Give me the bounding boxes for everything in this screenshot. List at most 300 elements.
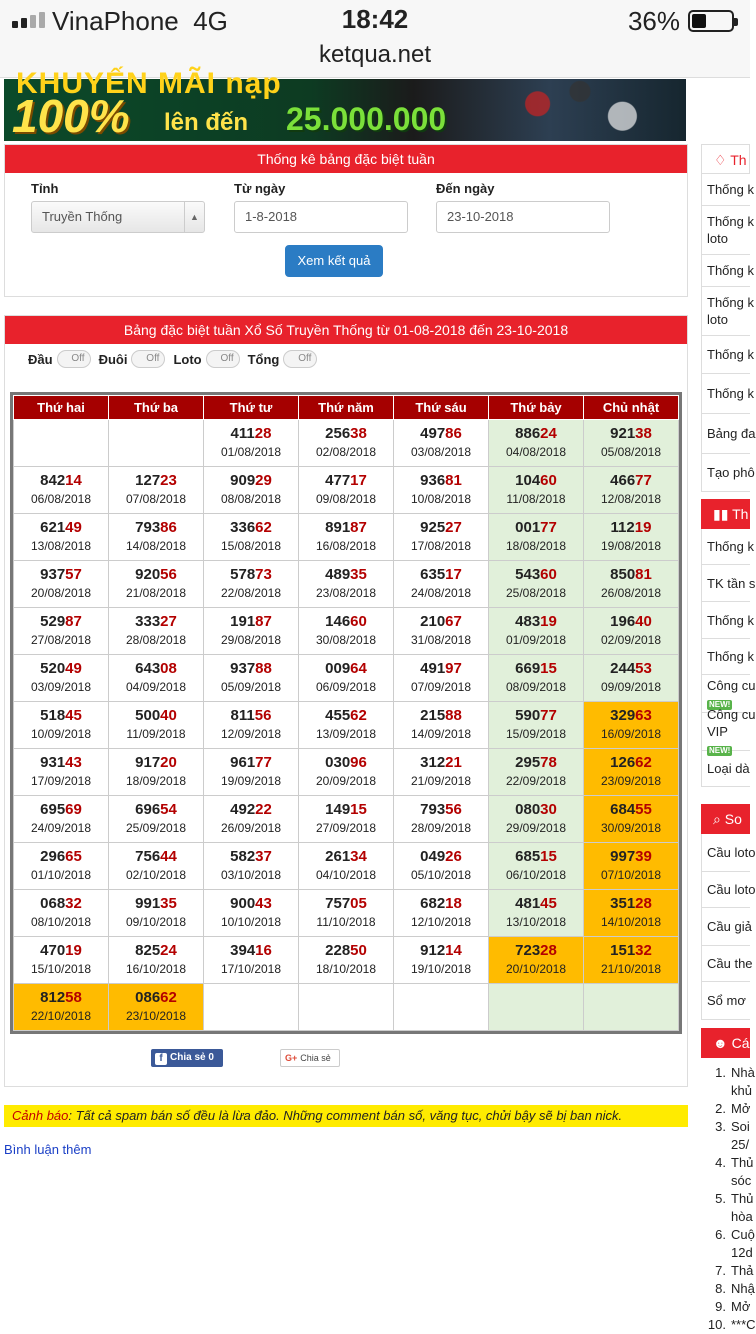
result-date: 21/10/2018 xyxy=(600,962,662,976)
result-date: 30/08/2018 xyxy=(315,633,377,647)
sidebar-link[interactable]: Bảng đa xyxy=(701,414,750,454)
week-row xyxy=(14,514,679,561)
result-cell xyxy=(14,608,109,655)
result-date: 22/10/2018 xyxy=(30,1009,92,1023)
result-date: 13/09/2018 xyxy=(315,727,377,741)
result-date: 02/08/2018 xyxy=(315,445,377,459)
news-item[interactable]: 2. Mở xyxy=(715,1101,751,1116)
news-item[interactable]: 9. Mở xyxy=(715,1299,751,1314)
result-cell xyxy=(394,420,489,467)
result-date: 06/10/2018 xyxy=(505,868,567,882)
result-cell xyxy=(584,655,679,702)
result-number: 92138 xyxy=(610,425,652,442)
result-number: 72328 xyxy=(515,942,557,959)
result-number: 47717 xyxy=(325,472,367,489)
news-item-cont[interactable]: 25/ xyxy=(731,1137,750,1152)
sidebar-link[interactable]: Thống k loto xyxy=(701,287,750,336)
news-item-cont[interactable]: sóc xyxy=(731,1173,752,1188)
casino-chips-image xyxy=(474,79,686,141)
result-date: 28/08/2018 xyxy=(125,633,187,647)
result-number: 51845 xyxy=(40,707,82,724)
result-date: 07/08/2018 xyxy=(125,492,187,506)
result-date: 11/09/2018 xyxy=(126,727,186,741)
result-date: 19/10/2018 xyxy=(410,962,472,976)
result-number: 06832 xyxy=(40,895,82,912)
toggle-loto[interactable]: Off xyxy=(206,350,240,368)
result-date: 04/09/2018 xyxy=(125,680,187,694)
status-bar xyxy=(0,0,750,40)
news-item[interactable]: 5. Thủ xyxy=(715,1191,754,1206)
result-cell xyxy=(299,655,394,702)
result-date: 02/09/2018 xyxy=(600,633,662,647)
result-number: 75644 xyxy=(135,848,177,865)
result-cell xyxy=(394,608,489,655)
banner-amount: 25.000.000 xyxy=(286,101,447,137)
battery-percent: 36% xyxy=(627,6,680,36)
result-date: 14/09/2018 xyxy=(410,727,472,741)
result-cell xyxy=(109,608,204,655)
result-number: 54360 xyxy=(515,566,557,583)
result-cell xyxy=(489,843,584,890)
result-date: 08/08/2018 xyxy=(220,492,282,506)
result-number: 93788 xyxy=(230,660,272,677)
result-number: 96177 xyxy=(230,754,272,771)
result-date: 06/09/2018 xyxy=(315,680,377,694)
result-date: 17/08/2018 xyxy=(410,539,472,553)
day-header: Thứ sáu xyxy=(394,396,489,420)
result-date: 19/08/2018 xyxy=(600,539,662,553)
result-number: 08030 xyxy=(515,801,557,818)
result-number: 21067 xyxy=(420,613,462,630)
result-cell xyxy=(204,984,299,1031)
result-number: 69569 xyxy=(40,801,82,818)
result-cell xyxy=(109,702,204,749)
result-number: 39416 xyxy=(230,942,272,959)
result-number: 52987 xyxy=(40,613,82,630)
result-date: 21/09/2018 xyxy=(410,774,472,788)
result-number: 22850 xyxy=(325,942,367,959)
result-cell xyxy=(584,843,679,890)
result-number: 75705 xyxy=(325,895,367,912)
result-cell xyxy=(394,467,489,514)
result-number: 79356 xyxy=(420,801,462,818)
spam-warning: Cảnh báo: Tất cả spam bán số đều là lừa đảo. Những comment bán số, văng tục, chửi bậy sẽ bị ban nick. xyxy=(4,1105,688,1127)
result-cell xyxy=(394,843,489,890)
result-cell xyxy=(109,796,204,843)
result-cell xyxy=(489,420,584,467)
result-cell xyxy=(204,749,299,796)
result-date: 31/08/2018 xyxy=(410,633,472,647)
result-number: 99739 xyxy=(610,848,652,865)
week-row xyxy=(14,937,679,984)
result-cell xyxy=(204,420,299,467)
result-cell xyxy=(394,702,489,749)
province-value: Truyền Thống xyxy=(42,209,123,224)
result-number: 93143 xyxy=(40,754,82,771)
banner-percent: 100% xyxy=(12,90,130,142)
result-date: 22/09/2018 xyxy=(505,774,567,788)
result-date: 02/10/2018 xyxy=(125,868,187,882)
sidebar-head-news: ☻ Cá xyxy=(701,1028,750,1058)
result-date: 10/08/2018 xyxy=(410,492,472,506)
result-date: 18/09/2018 xyxy=(125,774,187,788)
sidebar-head-charts: ▮▮ Th xyxy=(701,499,750,529)
province-label: Tỉnh xyxy=(31,181,59,196)
toggle-label-dau: Đầu xyxy=(28,351,53,367)
sidebar-link[interactable]: Thống k loto xyxy=(701,206,750,255)
result-number: 47019 xyxy=(40,942,82,959)
news-item-cont[interactable]: khủ xyxy=(731,1083,752,1098)
sidebar-link[interactable]: Cầu giả xyxy=(701,908,750,946)
result-date: 15/09/2018 xyxy=(505,727,567,741)
bar-chart-icon: ▮▮ xyxy=(713,506,729,522)
result-cell xyxy=(489,796,584,843)
sidebar-link[interactable]: Cầu loto xyxy=(701,872,750,908)
result-cell xyxy=(109,655,204,702)
result-number: 49786 xyxy=(420,425,462,442)
sidebar-head-stats: ♢ Th xyxy=(701,144,750,174)
result-cell xyxy=(109,984,204,1031)
result-cell xyxy=(394,796,489,843)
week-row xyxy=(14,796,679,843)
display-toggles xyxy=(28,350,321,368)
result-date: 09/09/2018 xyxy=(600,680,662,694)
news-item[interactable]: 7. Thả xyxy=(715,1263,754,1278)
result-date: 11/08/2018 xyxy=(506,492,566,506)
day-header: Thứ bảy xyxy=(489,396,584,420)
result-date: 03/09/2018 xyxy=(30,680,92,694)
sidebar-head-search: ⌕ So xyxy=(701,804,750,834)
new-badge: NEW! xyxy=(709,699,731,709)
result-date: 28/09/2018 xyxy=(410,821,472,835)
google-share-button[interactable]: G+ Chia sẻ xyxy=(280,1049,340,1067)
sidebar-link[interactable]: Cầu loto xyxy=(701,834,750,872)
result-number: 48935 xyxy=(325,566,367,583)
result-date: 23/10/2018 xyxy=(125,1009,187,1023)
result-date: 20/08/2018 xyxy=(30,586,92,600)
result-date: 16/10/2018 xyxy=(125,962,187,976)
clock: 18:42 xyxy=(341,4,409,34)
result-cell xyxy=(489,467,584,514)
result-number: 50040 xyxy=(135,707,177,724)
from-date-input[interactable]: 1-8-2018 xyxy=(234,201,408,233)
carrier-name: VinaPhone 4G xyxy=(52,6,228,36)
result-date: 15/10/2018 xyxy=(30,962,92,976)
result-number: 41128 xyxy=(230,425,272,442)
result-number: 14660 xyxy=(325,613,367,630)
result-cell xyxy=(394,890,489,937)
result-number: 63517 xyxy=(420,566,462,583)
result-number: 79386 xyxy=(135,519,177,536)
result-cell xyxy=(489,608,584,655)
news-item[interactable]: 4. Thủ xyxy=(715,1155,754,1170)
result-date: 10/10/2018 xyxy=(220,915,282,929)
result-cell xyxy=(14,420,109,467)
result-date: 20/10/2018 xyxy=(505,962,567,976)
result-date: 19/09/2018 xyxy=(220,774,282,788)
result-cell xyxy=(489,937,584,984)
result-number: 00177 xyxy=(515,519,557,536)
day-header: Thứ năm xyxy=(299,396,394,420)
result-cell xyxy=(299,561,394,608)
result-date: 07/10/2018 xyxy=(600,868,662,882)
result-date: 23/08/2018 xyxy=(315,586,377,600)
result-number: 25638 xyxy=(325,425,367,442)
news-item[interactable]: 8. Nhậ xyxy=(715,1281,755,1296)
battery-icon xyxy=(688,10,734,32)
day-header: Thứ tư xyxy=(204,396,299,420)
result-cell xyxy=(204,655,299,702)
result-date: 12/09/2018 xyxy=(220,727,282,741)
result-cell xyxy=(394,561,489,608)
sidebar-link[interactable]: Thống k xyxy=(701,174,750,206)
sidebar-link[interactable]: Công cu VIP NEW! xyxy=(701,713,750,751)
more-comments-link[interactable]: Bình luận thêm xyxy=(4,1142,92,1157)
result-number: 45562 xyxy=(325,707,367,724)
result-number: 19187 xyxy=(230,613,272,630)
toggle-dau[interactable]: Off xyxy=(57,350,91,368)
result-date: 05/09/2018 xyxy=(220,680,282,694)
result-number: 10460 xyxy=(515,472,557,489)
result-date: 25/09/2018 xyxy=(125,821,187,835)
result-number: 33327 xyxy=(135,613,177,630)
result-number: 69654 xyxy=(135,801,177,818)
filter-panel xyxy=(4,144,688,297)
result-cell xyxy=(109,467,204,514)
result-date: 13/10/2018 xyxy=(505,915,567,929)
result-number: 99135 xyxy=(135,895,177,912)
filter-title: Thống kê bảng đặc biệt tuần xyxy=(5,145,687,173)
result-cell xyxy=(14,984,109,1031)
result-date: 26/09/2018 xyxy=(220,821,282,835)
result-number: 33662 xyxy=(230,519,272,536)
result-number: 29665 xyxy=(40,848,82,865)
result-number: 81156 xyxy=(230,707,272,724)
sidebar-link[interactable]: Cầu the xyxy=(701,946,750,982)
result-number: 21588 xyxy=(420,707,462,724)
result-cell xyxy=(394,514,489,561)
result-date: 24/09/2018 xyxy=(30,821,92,835)
result-number: 68455 xyxy=(610,801,652,818)
week-row xyxy=(14,749,679,796)
news-item[interactable]: 6. Cuộ xyxy=(715,1227,755,1242)
result-cell xyxy=(109,561,204,608)
result-cell xyxy=(489,561,584,608)
result-cell xyxy=(109,420,204,467)
result-number: 92527 xyxy=(420,519,462,536)
result-number: 24453 xyxy=(610,660,652,677)
result-date: 21/08/2018 xyxy=(125,586,187,600)
sidebar-link[interactable]: Thống k xyxy=(701,374,750,414)
result-number: 58237 xyxy=(230,848,272,865)
sidebar-link[interactable]: Thống k xyxy=(701,529,750,565)
result-number: 46677 xyxy=(610,472,652,489)
result-date: 29/08/2018 xyxy=(220,633,282,647)
result-cell xyxy=(204,843,299,890)
result-date: 30/09/2018 xyxy=(600,821,662,835)
result-date: 15/08/2018 xyxy=(220,539,282,553)
sidebar-link[interactable]: Thống k xyxy=(701,602,750,639)
result-date: 16/09/2018 xyxy=(600,727,662,741)
result-number: 49222 xyxy=(230,801,272,818)
result-cell xyxy=(584,984,679,1031)
result-date: 09/08/2018 xyxy=(315,492,377,506)
sidebar-link[interactable]: Thống k xyxy=(701,639,750,675)
sidebar-link[interactable]: Thống k xyxy=(701,336,750,374)
result-date: 04/08/2018 xyxy=(505,445,567,459)
result-cell xyxy=(394,984,489,1031)
result-cell xyxy=(14,749,109,796)
result-number: 91720 xyxy=(135,754,177,771)
result-cell xyxy=(204,561,299,608)
day-header: Thứ hai xyxy=(14,396,109,420)
result-cell xyxy=(14,937,109,984)
toggle-label-duoi: Đuôi xyxy=(98,351,128,367)
result-cell xyxy=(299,749,394,796)
result-number: 52049 xyxy=(40,660,82,677)
result-date: 23/09/2018 xyxy=(600,774,662,788)
result-cell xyxy=(14,514,109,561)
to-date-input[interactable]: 23-10-2018 xyxy=(436,201,610,233)
result-cell xyxy=(299,796,394,843)
result-date: 05/10/2018 xyxy=(410,868,472,882)
result-number: 31221 xyxy=(420,754,462,771)
result-number: 15132 xyxy=(610,942,652,959)
result-number: 93757 xyxy=(40,566,82,583)
result-number: 35128 xyxy=(610,895,652,912)
result-date: 03/10/2018 xyxy=(220,868,282,882)
result-cell xyxy=(584,796,679,843)
result-cell xyxy=(299,467,394,514)
result-number: 93681 xyxy=(420,472,462,489)
result-number: 88624 xyxy=(515,425,557,442)
result-number: 14915 xyxy=(325,801,367,818)
result-cell xyxy=(14,796,109,843)
result-date: 01/10/2018 xyxy=(30,868,92,882)
result-number: 32963 xyxy=(610,707,652,724)
result-cell xyxy=(204,890,299,937)
view-results-button[interactable]: Xem kết quả xyxy=(285,245,383,277)
result-cell xyxy=(584,467,679,514)
result-cell xyxy=(204,514,299,561)
toggle-tong[interactable]: Off xyxy=(283,350,317,368)
news-item[interactable]: 3. Soi xyxy=(715,1119,750,1134)
week-row xyxy=(14,843,679,890)
result-number: 90043 xyxy=(230,895,272,912)
result-cell xyxy=(584,702,679,749)
news-item-cont[interactable]: hòa xyxy=(731,1209,753,1224)
news-item-cont[interactable]: 12d xyxy=(731,1245,753,1260)
result-date: 08/10/2018 xyxy=(30,915,92,929)
result-number: 08662 xyxy=(135,989,177,1006)
sidebar-search xyxy=(701,804,756,1020)
result-number: 62149 xyxy=(40,519,82,536)
result-cell xyxy=(489,655,584,702)
facebook-icon: f xyxy=(155,1053,167,1065)
results-table xyxy=(13,395,679,1031)
to-date-label: Đến ngày xyxy=(436,181,495,196)
result-cell xyxy=(204,937,299,984)
result-cell xyxy=(489,702,584,749)
result-date: 27/08/2018 xyxy=(30,633,92,647)
result-cell xyxy=(299,843,394,890)
result-cell xyxy=(584,420,679,467)
result-cell xyxy=(109,843,204,890)
results-table-frame xyxy=(10,392,682,1034)
day-header: Thứ ba xyxy=(109,396,204,420)
result-date: 06/08/2018 xyxy=(30,492,92,506)
result-date: 16/08/2018 xyxy=(315,539,377,553)
result-date: 24/08/2018 xyxy=(410,586,472,600)
result-cell xyxy=(394,937,489,984)
result-number: 81258 xyxy=(40,989,82,1006)
result-date: 14/08/2018 xyxy=(125,539,187,553)
result-cell xyxy=(204,467,299,514)
result-cell xyxy=(394,655,489,702)
result-cell xyxy=(299,702,394,749)
chevron-down-icon: ▲ xyxy=(184,202,204,232)
result-date: 12/10/2018 xyxy=(410,915,472,929)
sidebar-news xyxy=(701,1028,756,1334)
result-cell xyxy=(584,514,679,561)
result-cell xyxy=(584,749,679,796)
news-item[interactable]: 10. ***C xyxy=(707,1317,756,1332)
result-number: 19640 xyxy=(610,613,652,630)
result-number: 49197 xyxy=(420,660,462,677)
sidebar-charts xyxy=(701,499,756,787)
promo-banner[interactable] xyxy=(4,67,686,142)
result-cell xyxy=(299,514,394,561)
diamond-icon: ♢ xyxy=(714,152,727,168)
result-date: 09/10/2018 xyxy=(125,915,187,929)
result-number: 11219 xyxy=(610,519,652,536)
result-date: 14/10/2018 xyxy=(600,915,662,929)
week-row xyxy=(14,467,679,514)
result-number: 59077 xyxy=(515,707,557,724)
sidebar-link[interactable]: Công cu NEW! xyxy=(701,675,750,713)
result-date: 04/10/2018 xyxy=(315,868,377,882)
sidebar-link[interactable]: Sổ mơ xyxy=(701,982,750,1020)
week-row xyxy=(14,655,679,702)
result-cell xyxy=(584,937,679,984)
result-number: 64308 xyxy=(135,660,177,677)
facebook-share-button[interactable]: f Chia sẻ 0 xyxy=(151,1049,223,1067)
sidebar-link[interactable]: Loại dà xyxy=(701,751,750,787)
province-select[interactable] xyxy=(31,201,205,233)
result-cell xyxy=(299,984,394,1031)
result-cell xyxy=(14,843,109,890)
banner-subtext: lên đến xyxy=(164,109,249,136)
results-title: Bảng đặc biệt tuần Xổ Số Truyền Thống từ 01-08-2018 đến 23-10-2018 xyxy=(5,316,687,344)
sidebar-link[interactable]: Thống k xyxy=(701,255,750,287)
toggle-duoi[interactable]: Off xyxy=(131,350,165,368)
result-cell xyxy=(109,937,204,984)
sidebar-link[interactable]: Tạo phô xyxy=(701,454,750,492)
result-cell xyxy=(14,702,109,749)
result-number: 00964 xyxy=(325,660,367,677)
result-cell xyxy=(584,608,679,655)
sidebar-link[interactable]: TK tần s xyxy=(701,565,750,602)
week-row xyxy=(14,984,679,1031)
result-number: 68218 xyxy=(420,895,462,912)
result-date: 01/09/2018 xyxy=(505,633,567,647)
result-date: 17/10/2018 xyxy=(220,962,282,976)
result-date: 18/10/2018 xyxy=(315,962,377,976)
address-bar[interactable]: ketqua.net xyxy=(0,40,750,78)
news-item[interactable]: 1. Nhà xyxy=(715,1065,755,1080)
week-row xyxy=(14,561,679,608)
result-number: 04926 xyxy=(420,848,462,865)
